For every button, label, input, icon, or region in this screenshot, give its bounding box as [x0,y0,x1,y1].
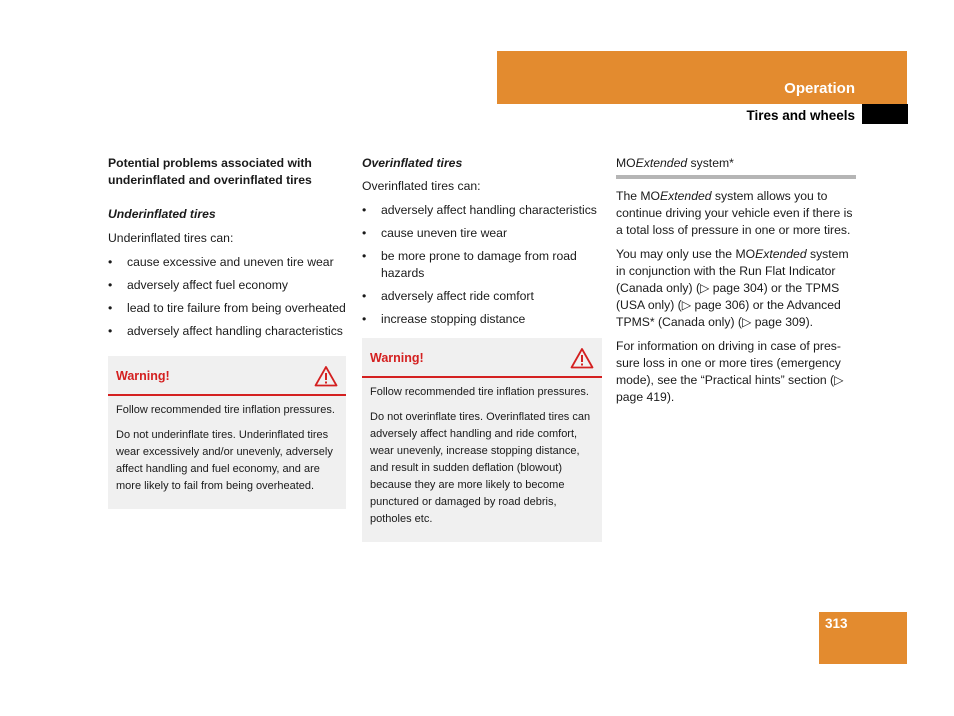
intro-text: Overinflated tires can: [362,179,481,193]
list-item: • lead to tire failure from being overheated [108,300,346,317]
warning-label: Warning! [116,368,170,383]
list-item: • cause uneven tire wear [362,225,602,242]
warning-header [108,356,346,396]
page-number-box [819,612,907,664]
list-item: • adversely affect handling characteristics [362,202,602,219]
warning-body [108,396,346,495]
header-bar [497,51,907,104]
paragraph: For information on driving in case of pres-sure loss in one or more tires (emergency mode), see the “Practical hints” section (▷ page 419). [616,339,844,404]
warning-header [362,338,602,378]
warning-triangle-icon [570,347,594,369]
warning-text: Do not underinflate tires. Underinflated tires wear excessively and/or unevenly, adversely affect handling and fuel economy, and are more likely to fail from being overheated. [116,429,333,492]
paragraph: The MOExtended system allows you to continue driving your vehicle even if there is a total loss of pressure in one or more tires. [616,189,853,237]
column-right [616,155,856,406]
page-number: 313 [825,616,848,631]
section-title: Operation [784,80,855,97]
warning-box [362,338,602,542]
warning-text: Follow recommended tire inflation pressures. [370,386,589,398]
section-tab [862,104,908,124]
section-heading: Potential problems associated with underinflated and overinflated tires [108,156,312,187]
warning-text: Do not overinflate tires. Overinflated tires can adversely affect handling and ride comfort, wear unevenly, increase stopping distance, and result in sudden deflation (blowout) because they are more likely to become punctured or damaged by road debris, potholes etc. [370,411,591,525]
intro-text: Underinflated tires can: [108,231,234,245]
warning-triangle-icon [314,365,338,387]
list-item: • increase stopping distance [362,311,602,328]
warning-text: Follow recommended tire inflation pressures. [116,404,335,416]
column-left [108,155,346,509]
column-middle [362,155,602,542]
bullet-list [108,254,346,340]
warning-label: Warning! [370,350,424,365]
subsection-title: Tires and wheels [746,108,855,123]
paragraph: You may only use the MOExtended system in conjunction with the Run Flat Indicator (Canada only) (▷ page 304) or the TPMS (USA only) (▷ page 306) or the Advanced TPMS* (Canada only) (▷ page 309). [616,247,849,329]
list-item: • adversely affect handling characteristics [108,323,346,340]
list-item: • adversely affect ride comfort [362,288,602,305]
subheading-overinflated: Overinflated tires [362,156,463,170]
list-item: • be more prone to damage from road hazards [362,248,602,282]
list-item: • adversely affect fuel economy [108,277,346,294]
warning-box [108,356,346,509]
mo-extended-title: MOExtended system* [616,155,856,179]
subheading-underinflated: Underinflated tires [108,207,216,221]
list-item: • cause excessive and uneven tire wear [108,254,346,271]
bullet-list [362,202,602,328]
warning-body [362,378,602,528]
